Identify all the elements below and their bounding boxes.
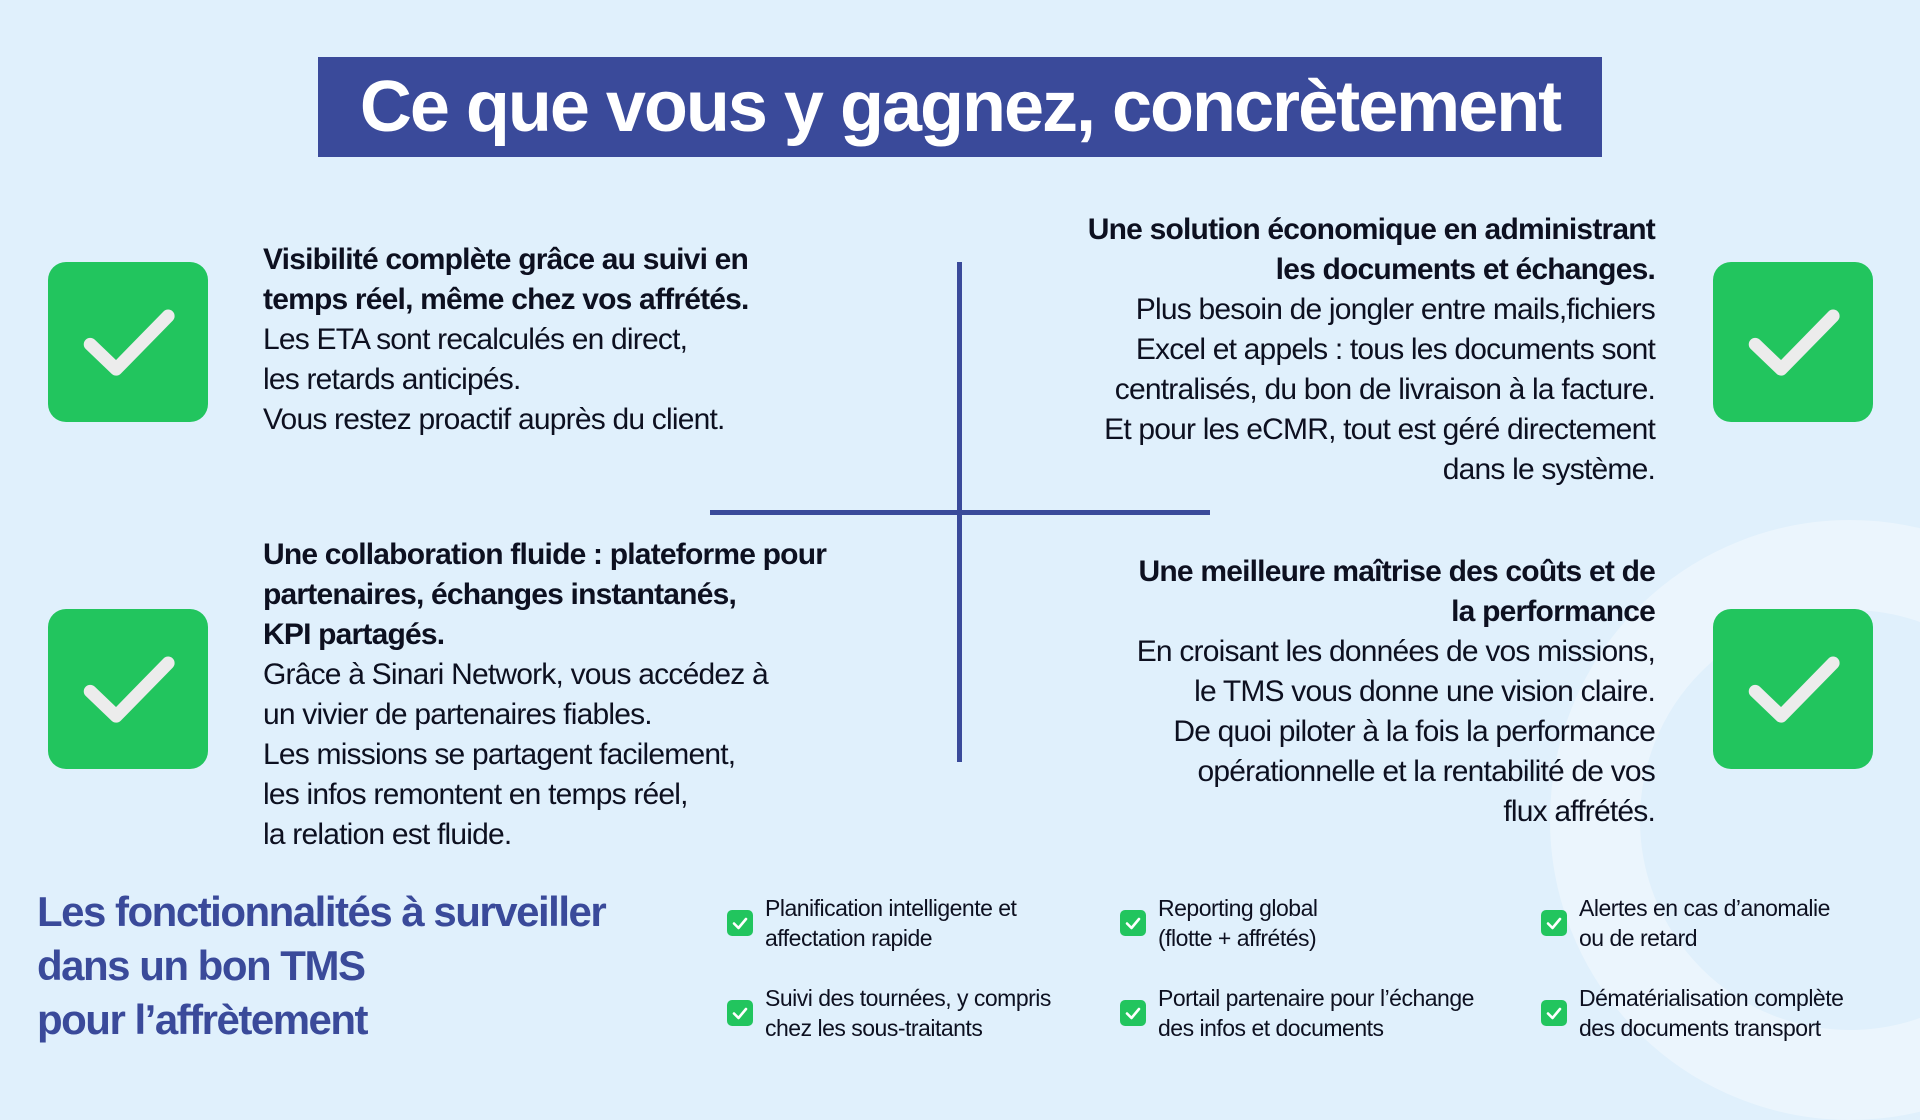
benefit-text-line: Les missions se partagent facilement, bbox=[263, 738, 736, 771]
benefit-text-line: En croisant les données de vos missions, bbox=[1136, 635, 1655, 668]
benefit-heading-line: temps réel, même chez vos affrétés. bbox=[263, 283, 749, 316]
benefit-text-line: Les ETA sont recalculés en direct, bbox=[263, 323, 688, 356]
check-icon bbox=[1120, 1000, 1146, 1026]
features-title-line: dans un bon TMS bbox=[37, 942, 365, 989]
benefit-collaboration bbox=[263, 535, 923, 855]
benefit-text-line: Et pour les eCMR, tout est géré directement bbox=[1104, 413, 1655, 446]
benefit-visibility bbox=[263, 240, 903, 440]
feature-text: (flotte + affrétés) bbox=[1158, 925, 1317, 951]
benefit-text-line: opérationnelle et la rentabilité de vos bbox=[1197, 755, 1655, 788]
benefit-text-line: les infos remontent en temps réel, bbox=[263, 778, 688, 811]
features-title bbox=[37, 885, 697, 1047]
benefit-text-line: centralisés, du bon de livraison à la facture. bbox=[1114, 373, 1655, 406]
benefit-text-line: flux affrétés. bbox=[1503, 795, 1655, 828]
benefit-text-line: le TMS vous donne une vision claire. bbox=[1194, 675, 1655, 708]
feature-text: ou de retard bbox=[1579, 925, 1698, 951]
feature-text: Planification intelligente et bbox=[765, 895, 1017, 921]
feature-text: Portail partenaire pour l’échange bbox=[1158, 985, 1474, 1011]
feature-text: affectation rapide bbox=[765, 925, 933, 951]
feature-item bbox=[1120, 893, 1318, 953]
benefit-text-line: Grâce à Sinari Network, vous accédez à bbox=[263, 658, 768, 691]
check-icon bbox=[1541, 910, 1567, 936]
checkmark-icon bbox=[1713, 609, 1873, 769]
benefit-heading-line: Une collaboration fluide : plateforme pour bbox=[263, 538, 827, 571]
title-banner bbox=[318, 57, 1602, 157]
checkmark-icon bbox=[48, 609, 208, 769]
check-icon bbox=[1541, 1000, 1567, 1026]
check-icon bbox=[1120, 910, 1146, 936]
benefit-text-line: dans le système. bbox=[1442, 453, 1655, 486]
benefit-heading-line: Une meilleure maîtrise des coûts et de bbox=[1138, 555, 1655, 588]
benefit-text-line: les retards anticipés. bbox=[263, 363, 521, 396]
feature-text: Suivi des tournées, y compris bbox=[765, 985, 1051, 1011]
benefit-costs bbox=[1005, 552, 1655, 832]
checkmark-icon bbox=[1713, 262, 1873, 422]
benefit-economic bbox=[995, 210, 1655, 490]
benefit-heading-line: KPI partagés. bbox=[263, 618, 445, 651]
page-title: Ce que vous y gagnez, concrètement bbox=[359, 67, 1561, 147]
feature-text: Alertes en cas d’anomalie bbox=[1579, 895, 1830, 921]
benefit-heading-line: Visibilité complète grâce au suivi en bbox=[263, 243, 749, 276]
features-title-line: pour l’affrètement bbox=[37, 996, 368, 1043]
benefit-text-line: la relation est fluide. bbox=[263, 818, 512, 851]
feature-item bbox=[1120, 983, 1474, 1043]
check-icon bbox=[727, 910, 753, 936]
check-icon bbox=[727, 1000, 753, 1026]
checkmark-icon bbox=[48, 262, 208, 422]
benefit-heading-line: les documents et échanges. bbox=[1275, 253, 1655, 286]
feature-text: Dématérialisation complète bbox=[1579, 985, 1844, 1011]
benefit-text-line: Vous restez proactif auprès du client. bbox=[263, 403, 725, 436]
feature-item bbox=[1541, 983, 1843, 1043]
benefit-text-line: Excel et appels : tous les documents sont bbox=[1135, 333, 1655, 366]
feature-item bbox=[1541, 893, 1830, 953]
feature-text: des infos et documents bbox=[1158, 1015, 1384, 1041]
feature-text: chez les sous-traitants bbox=[765, 1015, 983, 1041]
benefit-text-line: De quoi piloter à la fois la performance bbox=[1173, 715, 1655, 748]
benefit-heading-line: partenaires, échanges instantanés, bbox=[263, 578, 737, 611]
horizontal-divider bbox=[710, 510, 1210, 515]
benefit-text-line: Plus besoin de jongler entre mails,fichiers bbox=[1135, 293, 1655, 326]
feature-text: Reporting global bbox=[1158, 895, 1318, 921]
features-title-line: Les fonctionnalités à surveiller bbox=[37, 888, 606, 935]
feature-item bbox=[727, 893, 1016, 953]
feature-item bbox=[727, 983, 1051, 1043]
benefit-heading-line: Une solution économique en administrant bbox=[1087, 213, 1655, 246]
feature-text: des documents transport bbox=[1579, 1015, 1821, 1041]
benefit-heading-line: la performance bbox=[1451, 595, 1655, 628]
benefit-text-line: un vivier de partenaires fiables. bbox=[263, 698, 652, 731]
